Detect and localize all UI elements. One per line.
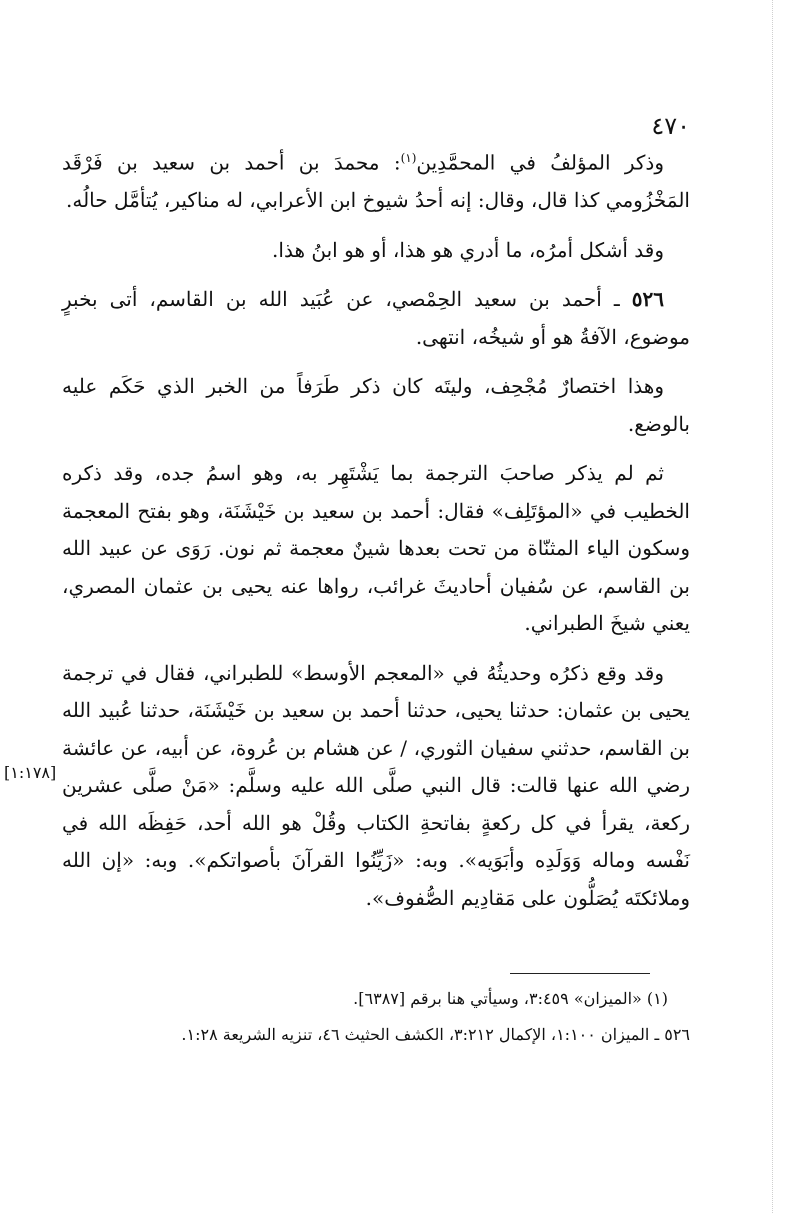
paragraph-6: وقد وقع ذكرُه وحديثُهُ في «المعجم الأوسط» للطبراني، فقال في ترجمة يحيى بن عثمان: حدثنا يحيى، حدثنا أحمد بن سعيد بن خَيْشَنَة، حدثنا عُبيد الله بن القاسم، حدثني سفيان الثوري، / عن هشام بن عُروة، عن أبيه، عن عائشة رضي الله عنها قالت: قال النبي صلَّى الله عليه وسلَّم: «مَنْ صلَّى عشرين ركعة، يقرأ في كل ركعةٍ بفاتحةِ الكتاب وقُلْ هو الله أحد، حَفِظَه الله في نَفْسه وماله وَوَلَدِه وأبَوَيه». وبه: «زَيِّنُوا القرآنَ بأصواتكم». وبه: «إن الله وملائكتَه يُصَلُّون على مَقادِيم الصُّفوف». [62,660,690,910]
footnote-marker: (١) [400,151,417,165]
entry-526 [62,281,690,356]
page-number: ٤٧٠ [651,112,690,140]
margin-reference: [١:١٧٨] [4,763,57,782]
paragraph-1-text-a: وذكر المؤلفُ في المحمَّدِين [416,150,664,175]
footnote-1: (١) «الميزان» ٣:٤٥٩، وسيأتي هنا برقم [٦٣٨٧]. [353,989,668,1008]
paragraph-1-text-b: : محمدَ بن أحمد بن سعيد بن فَرْقَد المَخْزُومي كذا قال، وقال: إنه أحدُ شيوخ ابن الأعرابي، له مناكير، يُتأمَّل حالُه. [62,150,690,213]
paragraph-2: وقد أشكل أمرُه، ما أدري هو هذا، أو هو ابنُ هذا. [272,237,664,262]
paragraph-1 [62,140,690,220]
entry-text: ـ أحمد بن سعيد الحِمْصي، عن عُبَيد الله بن القاسم، أتى بخبرٍ موضوع، الآفةُ هو أو شيخُه، انتهى. [62,287,690,349]
footnote-separator [510,973,650,974]
paragraph-5: ثم لم يذكر صاحبَ الترجمة بما يَشْتَهِر به، وهو اسمُ جده، وقد ذكره الخطيب في «المؤتَلِف» فقال: أحمد بن سعيد بن خَيْشَنَة، وهو بفتح المعجمة وسكون الياء المثنّاة من تحت بعدها شينٌ معجمة ثم نون. رَوَى عن عبيد الله بن القاسم، عن سُفيان أحاديثَ غرائب، رواها عنه يحيى بن عثمان المصري، يعني شيخَ الطبراني. [62,461,691,636]
paragraph-4: وهذا اختصارٌ مُجْحِف، وليتَه كان ذكر طَرَفاً من الخبر الذي حَكَم عليه بالوضع. [62,374,690,436]
source-references: ٥٢٦ ـ الميزان ١:١٠٠، الإكمال ٣:٢١٢، الكشف الحثيث ٤٦، تنزيه الشريعة ١:٢٨. [181,1025,690,1044]
main-text [62,140,690,929]
footnotes [62,985,690,1057]
entry-number: ٥٢٦ [631,287,664,312]
margin-rule [772,0,773,1213]
